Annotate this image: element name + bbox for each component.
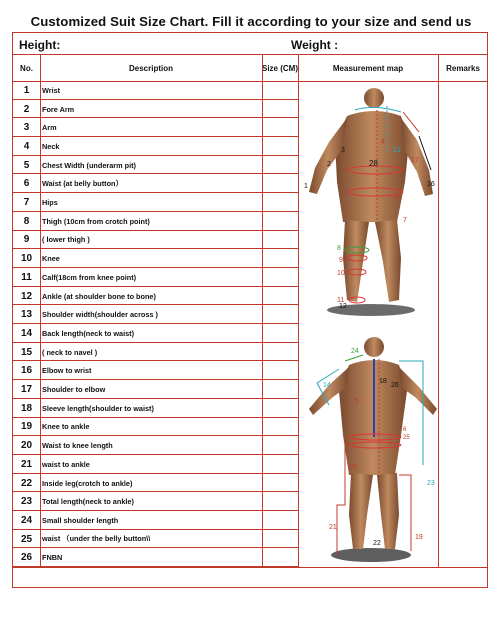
- size-input-cell[interactable]: [262, 268, 298, 287]
- row-number: 1: [23, 84, 30, 96]
- size-input-cell[interactable]: [262, 324, 298, 343]
- map-label: 3: [341, 147, 345, 154]
- row-description: Thigh (10cm from crotch point): [42, 216, 150, 226]
- map-label: 13: [393, 147, 401, 154]
- table-row: [13, 492, 298, 511]
- table-row: [13, 268, 298, 287]
- size-input-cell[interactable]: [262, 380, 298, 399]
- map-label: 11: [337, 297, 345, 304]
- size-input-cell[interactable]: [262, 305, 298, 324]
- row-description: ( neck to navel ): [42, 347, 98, 357]
- table-row: [13, 474, 298, 493]
- map-label: 10: [337, 270, 345, 277]
- map-label: 16: [427, 181, 435, 188]
- size-input-cell[interactable]: [262, 436, 298, 455]
- row-number: 26: [20, 552, 33, 564]
- row-number: 14: [20, 327, 33, 339]
- map-label: 7: [403, 217, 407, 224]
- table-row: [13, 549, 298, 568]
- table-row: [13, 212, 298, 231]
- table-row: [13, 156, 298, 175]
- size-input-cell[interactable]: [262, 362, 298, 381]
- table-row: [13, 249, 298, 268]
- size-input-cell[interactable]: [262, 81, 298, 100]
- size-input-cell[interactable]: [262, 231, 298, 250]
- size-input-cell[interactable]: [262, 175, 298, 194]
- column-header-size: Size (CM): [262, 63, 298, 73]
- row-number: 21: [20, 458, 33, 470]
- table-row: [13, 118, 298, 137]
- table-row: [13, 511, 298, 530]
- size-input-cell[interactable]: [262, 343, 298, 362]
- row-number: 9: [23, 234, 30, 246]
- row-number: 17: [20, 384, 33, 396]
- size-input-cell[interactable]: [262, 100, 298, 119]
- row-description: Sleeve length(shoulder to waist): [42, 403, 154, 413]
- table-row: [13, 530, 298, 549]
- table-row: [13, 455, 298, 474]
- map-label: 4: [381, 139, 385, 146]
- row-description: Wrist: [42, 85, 61, 95]
- row-number: 2: [23, 103, 30, 115]
- size-input-cell[interactable]: [262, 212, 298, 231]
- map-label: 28: [369, 159, 378, 168]
- column-header-description: Description: [128, 63, 173, 73]
- size-input-cell[interactable]: [262, 474, 298, 493]
- map-label: 26: [391, 382, 399, 389]
- row-description: Knee: [42, 254, 60, 264]
- table-row: [13, 418, 298, 437]
- size-input-cell[interactable]: [262, 399, 298, 418]
- size-input-cell[interactable]: [262, 156, 298, 175]
- row-number: 22: [20, 477, 33, 489]
- row-number: 3: [23, 122, 30, 134]
- map-label: 19: [415, 534, 423, 541]
- table-row: [13, 81, 298, 100]
- row-description: Shoulder width(shoulder across ): [42, 310, 158, 320]
- row-description: Shoulder to elbow: [42, 385, 106, 395]
- height-label: Height:: [19, 38, 61, 52]
- size-input-cell[interactable]: [262, 118, 298, 137]
- map-label: 6: [395, 195, 399, 202]
- size-input-cell[interactable]: [262, 137, 298, 156]
- row-number: 13: [20, 309, 33, 321]
- row-description: Elbow to wrist: [42, 366, 92, 376]
- column-header-measurement-map: Measurement map: [332, 63, 404, 73]
- row-number: 8: [23, 215, 30, 227]
- map-label: 20: [349, 464, 357, 471]
- table-row: [13, 305, 298, 324]
- column-header-no: No.: [20, 63, 33, 73]
- size-input-cell[interactable]: [262, 249, 298, 268]
- row-description: Total length(neck to ankle): [42, 497, 134, 507]
- table-row: [13, 436, 298, 455]
- size-input-cell[interactable]: [262, 455, 298, 474]
- row-number: 12: [20, 290, 33, 302]
- row-description: Hips: [42, 198, 58, 208]
- row-number: 6: [23, 178, 30, 190]
- back-body-measurement-map: [299, 82, 438, 317]
- table-row: [13, 287, 298, 306]
- map-label: 8: [337, 245, 341, 252]
- row-number: 11: [21, 271, 32, 283]
- row-description: waist （under the belly button\\: [42, 534, 151, 544]
- row-description: Neck: [42, 141, 60, 151]
- row-number: 5: [23, 159, 30, 171]
- row-description: Inside leg(crotch to ankle): [42, 478, 133, 488]
- row-description: Knee to ankle: [42, 422, 90, 432]
- size-input-cell[interactable]: [262, 511, 298, 530]
- map-label: 14: [323, 382, 331, 389]
- row-description: waist to ankle: [42, 459, 90, 469]
- row-number: 20: [20, 440, 33, 452]
- size-input-cell[interactable]: [262, 193, 298, 212]
- weight-label: Weight :: [291, 38, 339, 52]
- size-input-cell[interactable]: [262, 549, 298, 568]
- table-row: [13, 100, 298, 119]
- map-label: 6: [403, 427, 407, 433]
- size-input-cell[interactable]: [262, 418, 298, 437]
- map-label: 12: [339, 303, 347, 310]
- map-label: 21: [329, 524, 337, 531]
- size-chart-table: [12, 32, 488, 588]
- row-description: Calf(18cm from knee point): [42, 272, 137, 282]
- row-description: Ankle (at shoulder bone to bone): [42, 291, 156, 301]
- front-body-measurement-map: [299, 325, 438, 565]
- row-number: 7: [23, 197, 30, 209]
- row-number: 4: [23, 140, 30, 152]
- row-description: Waist to knee length: [42, 441, 113, 451]
- table-row: [13, 231, 298, 250]
- map-label: 23: [427, 480, 435, 487]
- table-row: [13, 399, 298, 418]
- row-description: Arm: [42, 123, 57, 133]
- row-number: 15: [20, 346, 33, 358]
- row-number: 23: [20, 496, 33, 508]
- row-description: ( lower thigh ): [42, 235, 90, 245]
- row-number: 10: [20, 253, 33, 265]
- page-title: Customized Suit Size Chart. Fill it according to your size and send us: [30, 14, 472, 29]
- row-description: Fore Arm: [42, 104, 75, 114]
- row-description: Back length(neck to waist): [42, 328, 135, 338]
- map-label: 22: [373, 540, 381, 547]
- row-description: Small shoulder length: [42, 515, 119, 525]
- map-label: 25: [403, 435, 410, 441]
- table-row: [13, 193, 298, 212]
- map-label: 9: [339, 257, 343, 264]
- column-header-remarks: Remarks: [446, 63, 480, 73]
- table-row: [13, 380, 298, 399]
- row-number: 25: [20, 533, 33, 545]
- table-row: [13, 324, 298, 343]
- map-label: 18: [379, 378, 387, 385]
- row-number: 18: [20, 402, 33, 414]
- size-input-cell[interactable]: [262, 492, 298, 511]
- table-row: [13, 343, 298, 362]
- map-label: 1: [304, 183, 308, 190]
- size-input-cell[interactable]: [262, 287, 298, 306]
- row-description: Waist (at belly button）: [42, 178, 123, 188]
- map-label: 2: [327, 161, 331, 168]
- map-label: 5: [355, 398, 359, 405]
- row-description: Chest Width (underarm pit): [42, 160, 136, 170]
- map-label: 17: [411, 157, 419, 164]
- row-number: 16: [20, 365, 33, 377]
- row-description: FNBN: [42, 553, 63, 563]
- table-row: [13, 362, 298, 381]
- map-label: 24: [351, 348, 359, 355]
- size-input-cell[interactable]: [262, 530, 298, 549]
- table-row: [13, 175, 298, 194]
- row-number: 19: [20, 421, 33, 433]
- row-number: 24: [20, 514, 33, 526]
- table-row: [13, 137, 298, 156]
